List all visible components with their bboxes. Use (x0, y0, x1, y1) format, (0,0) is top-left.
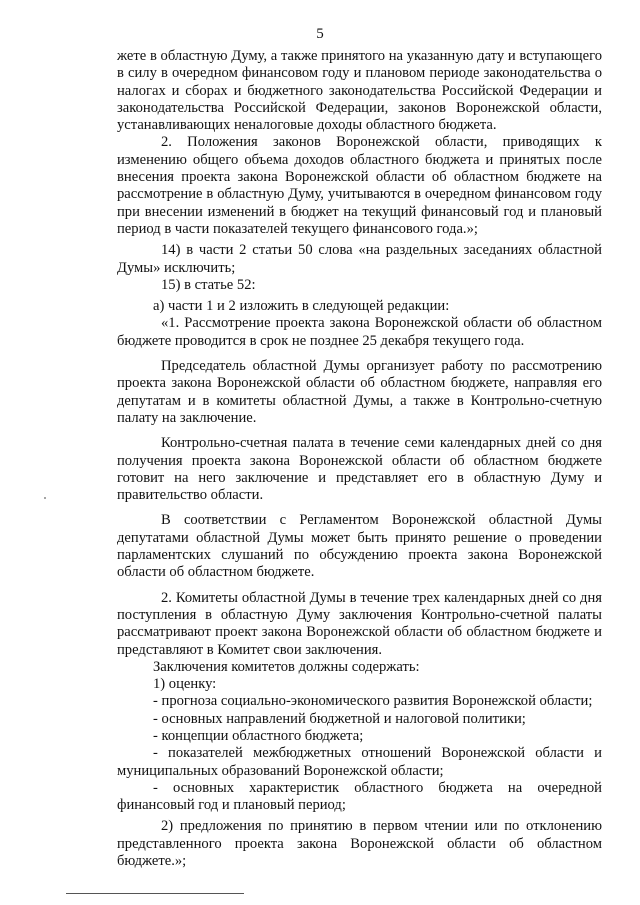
list-item-forecast: - прогноза социально-экономического развития Воронежской области; (153, 693, 593, 710)
document-body (117, 48, 602, 870)
list-item-characteristics: - основных характеристик областного бюджета на очередной финансовый год и плановый период; (117, 779, 602, 814)
paragraph-part-1-review-deadline: «1. Рассмотрение проекта закона Воронежской области об областном бюджете проводится в срок не позднее 25 декабря текущего года. (117, 315, 602, 349)
paragraph-item-14: 14) в части 2 статьи 50 слова «на раздельных заседаниях областной Думы» исключить; (117, 242, 602, 276)
paragraph-part-2-committees: 2. Комитеты областной Думы в течение трех календарных дней со дня поступления в областную Думу заключения Контрольно-счетной палаты рассматривают проект закона Воронежской области об областном бюджете и представляют в Комитет свои заключения. (117, 589, 602, 658)
list-item-policy: - основных направлений бюджетной и налоговой политики; (153, 710, 526, 727)
paragraph-conclusions-content: Заключения комитетов должны содержать: (153, 658, 420, 675)
list-item-concept: - концепции областного бюджета; (153, 727, 364, 744)
scan-artifact-dot (44, 497, 46, 499)
list-item-interbudget: - показателей межбюджетных отношений Воронежской области и муниципальных образований Воронежской области; (117, 745, 602, 779)
paragraph-item-15: 15) в статье 52: (161, 276, 256, 293)
paragraph-item-2-revenue-laws: 2. Положения законов Воронежской области, приводящих к изменению общего объема доходов областного бюджета и принятых после внесения проекта закона Воронежской области об областном бюджете на рассмотрение в областную Думу, учитываются в очередном финансовом году при внесении изменений в бюджет на текущий финансовый год и плановый период в части показателей текущего финансового года.»; (117, 134, 602, 237)
paragraph-proposals: 2) предложения по принятию в первом чтении или по отклонению представленного проекта закона Воронежской области об областном бюджете.»; (117, 818, 602, 870)
paragraph-audit-chamber: Контрольно-счетная палата в течение семи календарных дней со дня получения проекта закона Воронежской области об областном бюджете готовит на него заключение и представляет его в областную Думу и правительство области. (117, 435, 602, 504)
paragraph-duma-chair: Председатель областной Думы организует работу по рассмотрению проекта закона Воронежской области об областном бюджете, направляя его депутатам и в комитеты областной Думы, а также в Контрольно-счетную палату на заключение. (117, 358, 602, 426)
paragraph-hearings: В соответствии с Регламентом Воронежской областной Думы депутатами областной Думы может быть принято решение о проведении парламентских слушаний по обсуждению проекта закона Воронежской области об областном бюджете. (117, 512, 602, 581)
page-number: 5 (316, 26, 324, 42)
paragraph-subitem-a: а) части 1 и 2 изложить в следующей редакции: (153, 298, 450, 315)
paragraph-assessment: 1) оценку: (153, 676, 217, 693)
footer-rule (66, 893, 244, 894)
paragraph-continuation: жете в областную Думу, а также принятого на указанную дату и вступающего в силу в очередном финансовом году и плановом периоде законодательства о налогах и сборах и бюджетного законодательства Российской Федерации и законодательства Российской Федерации, законов Воронежской области, устанавливающих неналоговые доходы областного бюджета. (117, 48, 602, 134)
